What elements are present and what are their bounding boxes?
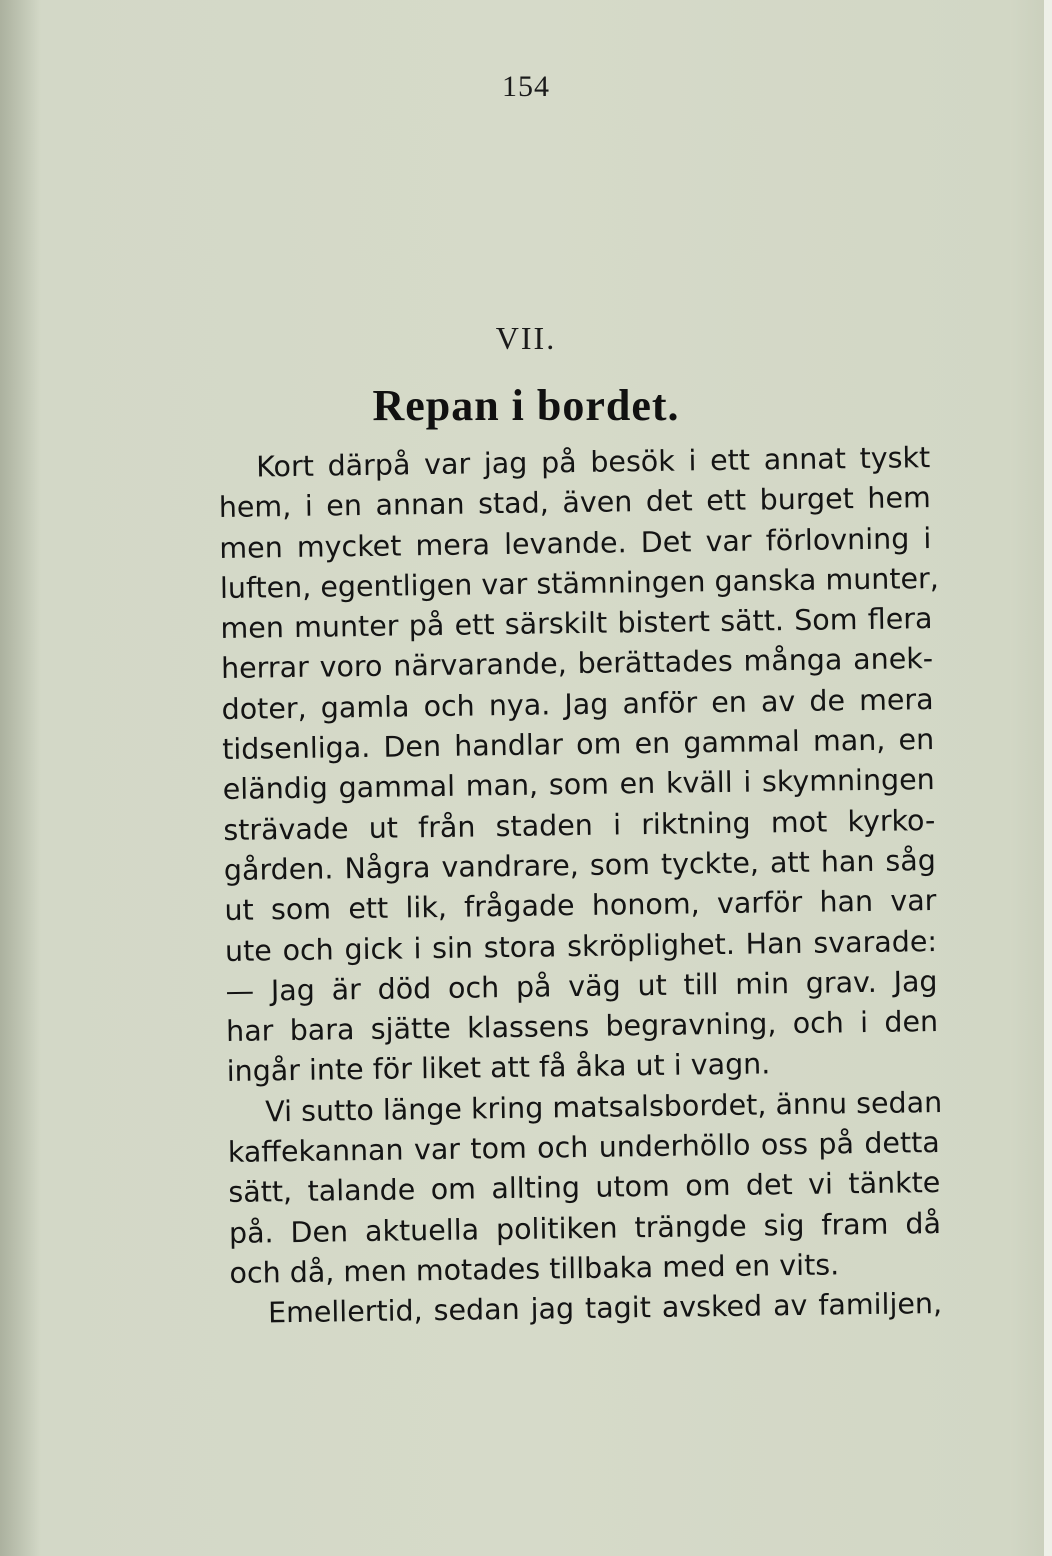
text-line: Vi sutto länge kring matsalsbordet, ännu sedan xyxy=(265,1085,943,1129)
text-line: gården. Några vandrare, som tyckte, att han såg xyxy=(223,843,937,887)
chapter-title: Repan i bordet. xyxy=(372,381,680,430)
page-edge xyxy=(1044,0,1052,1556)
text-line: — Jag är död och på väg ut till min grav. Jag xyxy=(225,964,938,1008)
text-line: doter, gamla och nya. Jag anför en av de mera xyxy=(221,682,934,726)
text-line: hem, i en annan stad, även det ett burget hem xyxy=(218,481,931,525)
text-line: har bara sjätte klassens begravning, och i den xyxy=(225,1005,939,1049)
body-text xyxy=(218,438,942,1334)
text-line: ut som ett lik, frågade honom, varför han var xyxy=(224,884,937,928)
text-line: och då, men motades tillbaka med en vits. xyxy=(229,1248,840,1290)
text-line: men mycket mera levande. Det var förlovning i xyxy=(219,521,932,565)
text-line: ute och gick i sin stora skröplighet. Han svarade: xyxy=(224,924,938,968)
page-number: 154 xyxy=(502,70,550,103)
text-line: eländig gammal man, som en kväll i skymningen xyxy=(222,763,935,807)
page-gutter-shadow xyxy=(0,0,40,1556)
text-line: luften, egentligen var stämningen ganska munter, xyxy=(219,561,940,605)
text-line: Kort därpå var jag på besök i ett annat tyskt xyxy=(256,441,931,484)
text-line: på. Den aktuella politiken trängde sig fram då xyxy=(228,1206,942,1250)
text-line: kaffekannan var tom och underhöllo oss på detta xyxy=(227,1126,940,1169)
text-line: sätt, talande om allting utom om det vi tänkte xyxy=(228,1166,941,1210)
text-line: tidsenliga. Den handlar om en gammal man, en xyxy=(221,723,935,767)
text-line: ingår inte för liket att få åka ut i vagn. xyxy=(226,1047,771,1089)
text-line: men munter på ett särskilt bistert sätt. Som flera xyxy=(220,602,933,646)
text-line: strävade ut från staden i riktning mot kyrko- xyxy=(223,803,936,847)
text-line: herrar voro närvarande, berättades många anek- xyxy=(220,642,934,686)
chapter-number: VII. xyxy=(495,320,557,356)
text-line: Emellertid, sedan jag tagit avsked av familjen, xyxy=(267,1287,943,1330)
